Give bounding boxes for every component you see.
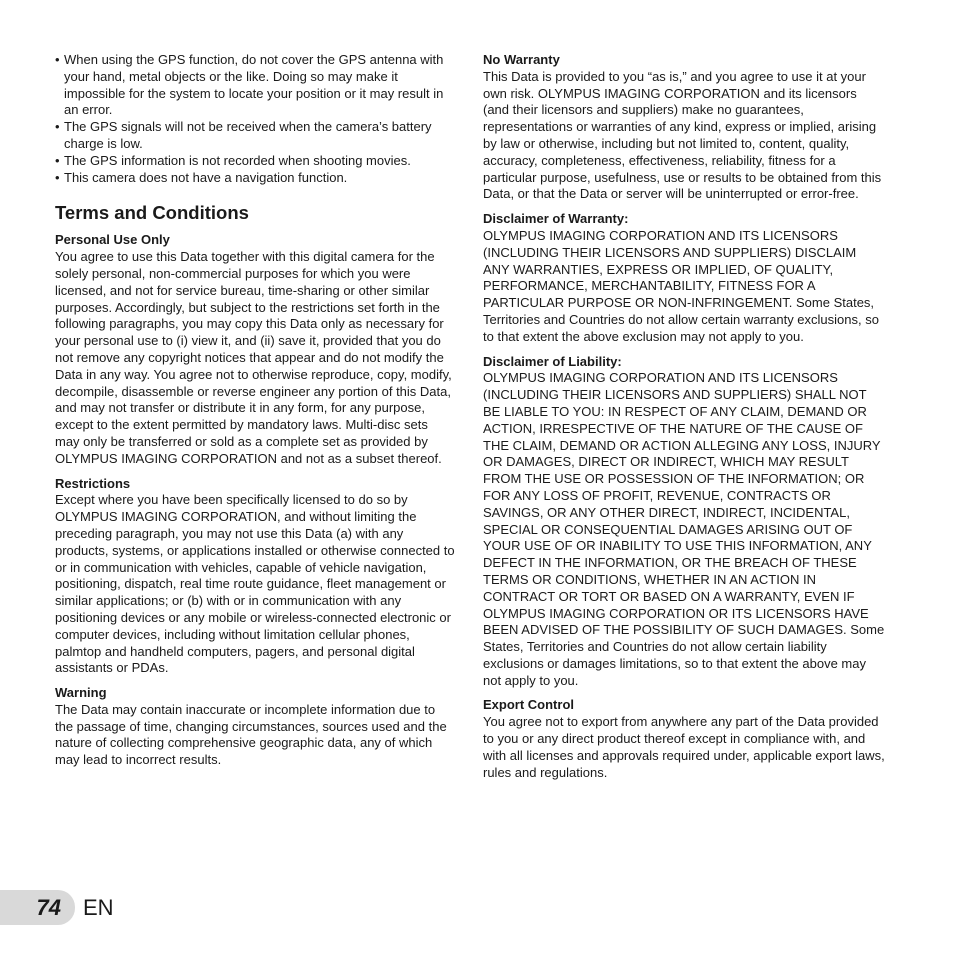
gps-notes-list bbox=[55, 52, 455, 186]
list-item: • The GPS information is not recorded when shooting movies. bbox=[55, 153, 455, 170]
section-body: OLYMPUS IMAGING CORPORATION AND ITS LICENSORS (INCLUDING THEIR LICENSORS AND SUPPLIERS) SHALL NOT BE LIABLE TO YOU: IN RESPECT OF ANY CLAIM, DEMAND OR ACTION, IRRESPECTIVE OF THE NATURE OF THE CAUSE OF THE CLAIM, DEMAND OR ACTION ALLEGING ANY LOSS, INJURY OR DAMAGES, DIRECT OR INDIRECT, WHICH MAY RESULT FROM THE USE OR POSSESSION OF THE INFORMATION; OR FOR ANY LOSS OF PROFIT, REVENUE, CONTRACTS OR SAVINGS, OR ANY OTHER DIRECT, INDIRECT, INCIDENTAL, SPECIAL OR CONSEQUENTIAL DAMAGES ARISING OUT OF YOUR USE OF OR INABILITY TO USE THIS INFORMATION, ANY DEFECT IN THE INFORMATION, OR THE BREACH OF THESE TERMS OR CONDITIONS, WHETHER IN AN ACTION IN CONTRACT OR TORT OR BASED ON A WARRANTY, EVEN IF OLYMPUS IMAGING CORPORATION OR ITS LICENSORS HAVE BEEN ADVISED OF THE POSSIBILITY OF SUCH DAMAGES. Some States, Territories and Countries do not allow certain liability exclusions or damages limitations, so to that extent the above may not apply to you. bbox=[483, 370, 885, 688]
section-personal-use bbox=[55, 232, 455, 467]
right-column bbox=[483, 52, 885, 781]
section-no-warranty bbox=[483, 52, 885, 203]
terms-heading: Terms and Conditions bbox=[55, 202, 249, 224]
section-body: OLYMPUS IMAGING CORPORATION AND ITS LICENSORS (INCLUDING THEIR LICENSORS AND SUPPLIERS) DISCLAIM ANY WARRANTIES, EXPRESS OR IMPLIED, OF QUALITY, PERFORMANCE, MERCHANTABILITY, FITNESS FOR A PARTICULAR PURPOSE OR NON-INFRINGEMENT. Some States, Territories and Countries do not allow certain warranty exclusions, so to that extent the above exclusion may not apply to you. bbox=[483, 227, 879, 344]
section-heading: Export Control bbox=[483, 697, 574, 713]
section-body: This Data is provided to you “as is,” and you agree to use it at your own risk. OLYMPUS IMAGING CORPORATION and its licensors (and their licensors and suppliers) make no guarantees, representations or warranties of any kind, express or implied, arising by law or otherwise, including but not limited to, content, quality, accuracy, completeness, effectiveness, reliability, fitness for a particular purpose, usefulness, use or results to be obtained from this Data, or that the Data or server will be uninterrupted or error-free. bbox=[483, 68, 882, 202]
page-footer bbox=[0, 890, 114, 925]
list-item: • This camera does not have a navigation function. bbox=[55, 170, 455, 187]
section-heading: Warning bbox=[55, 685, 107, 701]
list-item: • The GPS signals will not be received when the camera’s battery charge is low. bbox=[55, 119, 455, 153]
section-heading: Disclaimer of Liability: bbox=[483, 353, 622, 369]
section-heading: Disclaimer of Warranty: bbox=[483, 211, 629, 227]
section-heading: Personal Use Only bbox=[55, 232, 170, 248]
section-restrictions bbox=[55, 476, 455, 678]
section-disclaimer-warranty bbox=[483, 211, 885, 345]
section-body: The Data may contain inaccurate or incomplete information due to the passage of time, changing circumstances, sources used and the nature of collecting comprehensive geographic data, any of which may lead to incorrect results. bbox=[55, 701, 447, 768]
language-code: EN bbox=[83, 894, 114, 920]
section-body: Except where you have been specifically licensed to do so by OLYMPUS IMAGING CORPORATION, and without limiting the preceding paragraph, you may not use this Data (a) with any products, systems, or applications installed or otherwise connected to or in communication with vehicles, capable of vehicle navigation, positioning, dispatch, real time route guidance, fleet management or similar applications; or (b) with or in communication with any positioning devices or any mobile or wireless-connected electronic or computer devices, including without limitation cellular phones, palmtop and handheld computers, pagers, and personal digital assistants or PDAs. bbox=[55, 492, 455, 676]
section-disclaimer-liability bbox=[483, 354, 885, 690]
section-body: You agree to use this Data together with this digital camera for the solely personal, non-commercial purposes for which you were licensed, and not for service bureau, time-sharing or other similar purposes. Accordingly, but subject to the restrictions set forth in the following paragraphs, you may copy this Data only as necessary for your personal use to (i) view it, and (ii) save it, provided that you do not remove any copyright notices that appear and do not modify the Data in any way. You agree not to otherwise reproduce, copy, modify, decompile, disassemble or reverse engineer any portion of this Data, and may not transfer or distribute it in any form, for any purpose, except to the extent permitted by mandatory laws. Multi-disc sets may only be transferred or sold as a complete set as provided by OLYMPUS IMAGING CORPORATION and not as a subset thereof. bbox=[55, 249, 452, 466]
section-body: You agree not to export from anywhere any part of the Data provided to you or any direct product thereof except in compliance with, and with all licenses and approvals required under, applicable export laws, rules and regulations. bbox=[483, 714, 885, 780]
section-export-control bbox=[483, 697, 885, 781]
section-warning bbox=[55, 685, 455, 769]
page-number-tab bbox=[0, 890, 75, 925]
section-heading: Restrictions bbox=[55, 475, 131, 491]
page-number: 74 bbox=[36, 894, 61, 920]
section-heading: No Warranty bbox=[483, 52, 560, 67]
list-item: • When using the GPS function, do not cover the GPS antenna with your hand, metal objects or the like. Doing so may make it impossible for the system to locate your position or it may result in an error. bbox=[55, 52, 455, 119]
left-column bbox=[55, 52, 455, 769]
